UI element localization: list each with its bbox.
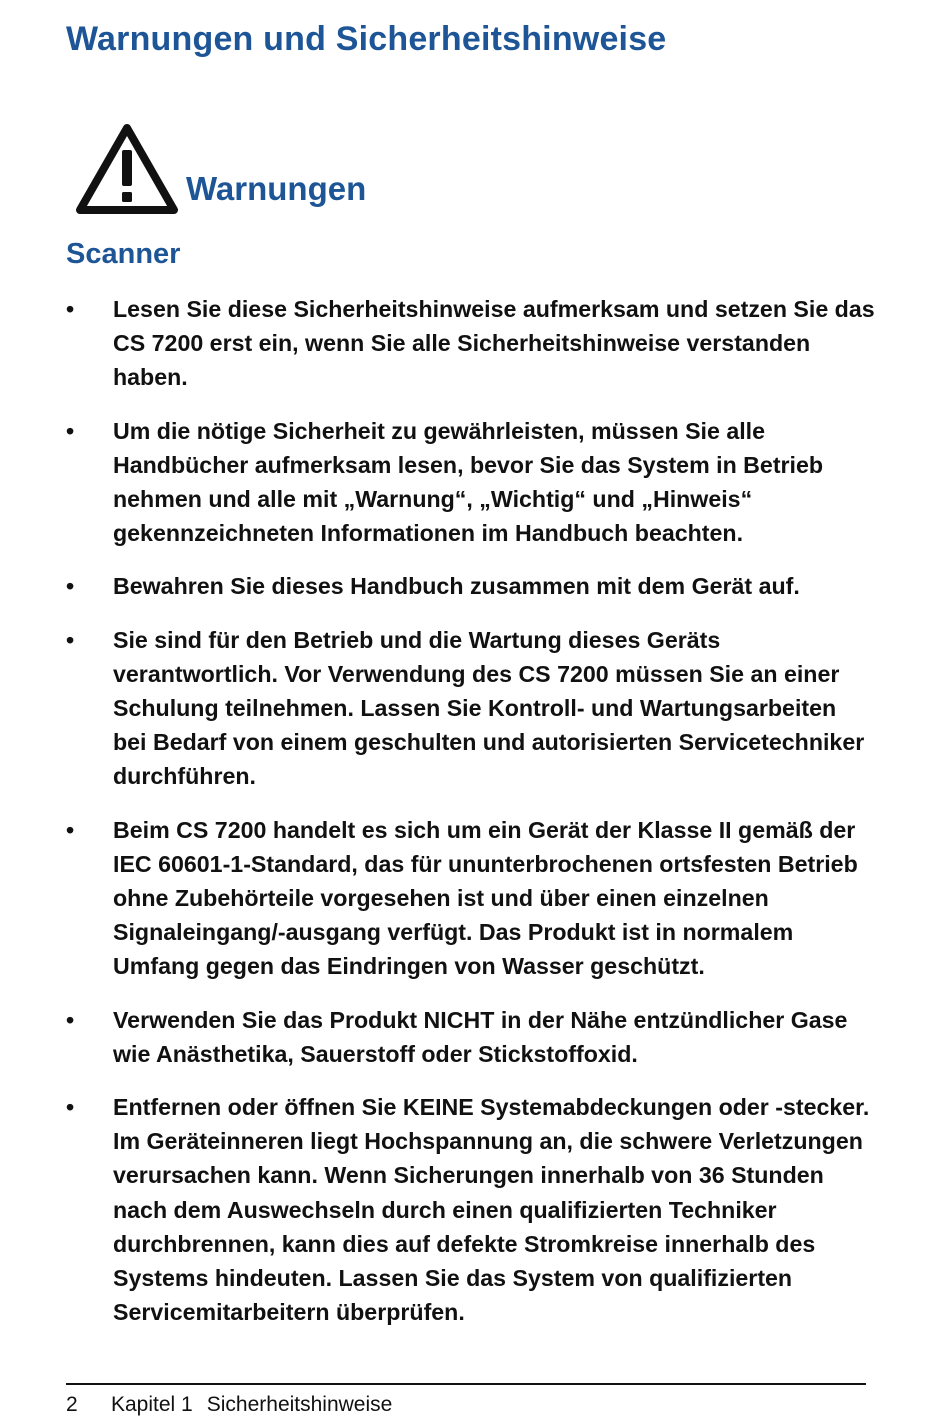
- bullet-icon: •: [66, 1006, 75, 1033]
- list-item: [66, 1003, 876, 1071]
- warning-heading: Warnungen: [186, 170, 367, 207]
- list-item-text: Verwenden Sie das Produkt NICHT in der Nähe entzündlicher Gase wie Anästhetika, Sauerstoff oder Stickstoffoxid.: [113, 1006, 848, 1067]
- bullet-icon: •: [66, 573, 75, 600]
- list-item: [66, 414, 876, 551]
- list-item: [66, 569, 876, 603]
- list-item-text: Lesen Sie diese Sicherheitshinweise aufmerksam und setzen Sie das CS 7200 erst ein, wenn Sie alle Sicherheitshinweise verstanden haben.: [113, 296, 875, 391]
- list-item-text: Bewahren Sie dieses Handbuch zusammen mit dem Gerät auf.: [113, 573, 800, 600]
- footer-divider: [66, 1383, 866, 1385]
- page-number: 2: [66, 1393, 78, 1416]
- safety-bullet-list: [66, 292, 876, 1348]
- bullet-icon: •: [66, 296, 75, 322]
- list-item-text: Beim CS 7200 handelt es sich um ein Gerät der Klasse II gemäß der IEC 60601-1-Standard, das für ununterbrochenen ortsfesten Betrieb ohne Zubehörteile vorgesehen ist und über einen einzelnen Signaleingang/-ausgang verfügt. Das Produkt ist in normalem Umfang gegen das Eindringen von Wasser geschützt.: [113, 816, 858, 980]
- page-footer: [66, 1393, 392, 1417]
- bullet-icon: •: [66, 626, 75, 653]
- bullet-icon: •: [66, 816, 75, 843]
- page-title: Warnungen und Sicherheitshinweise: [66, 20, 667, 58]
- warning-triangle-icon: [74, 122, 180, 220]
- chapter-title: Sicherheitshinweise: [206, 1393, 393, 1416]
- section-heading-scanner: Scanner: [66, 238, 181, 270]
- warning-block: [74, 122, 366, 220]
- list-item: [66, 623, 876, 794]
- bullet-icon: •: [66, 417, 75, 444]
- list-item-text: Sie sind für den Betrieb und die Wartung dieses Geräts verantwortlich. Vor Verwendung des CS 7200 müssen Sie an einer Schulung teilnehmen. Lassen Sie Kontroll- und Wartungsarbeiten bei Bedarf von einem geschulten und autorisierten Servicetechniker durchführen.: [113, 626, 865, 790]
- list-item-text: Entfernen oder öffnen Sie KEINE Systemabdeckungen oder -stecker. Im Geräteinneren liegt Hochspannung an, die schwere Verletzungen verursachen kann. Wenn Sicherungen innerhalb von 36 Stunden nach dem Auswechseln durch einen qualifizierten Techniker durchbrennen, kann dies auf defekte Stromkreise innerhalb des Systems hindeuten. Lassen Sie das System von qualifizierten Servicemitarbeitern überprüfen.: [113, 1094, 870, 1326]
- list-item-text: Um die nötige Sicherheit zu gewährleisten, müssen Sie alle Handbücher aufmerksam lesen, bevor Sie das System in Betrieb nehmen und alle mit „Warnung“, „Wichtig“ und „Hinweis“ gekennzeichneten Informationen im Handbuch beachten.: [113, 417, 824, 547]
- list-item: [66, 1090, 876, 1329]
- list-item: [66, 813, 876, 984]
- bullet-icon: •: [66, 1094, 75, 1121]
- list-item: [66, 292, 876, 395]
- chapter-label: Kapitel 1: [111, 1393, 193, 1416]
